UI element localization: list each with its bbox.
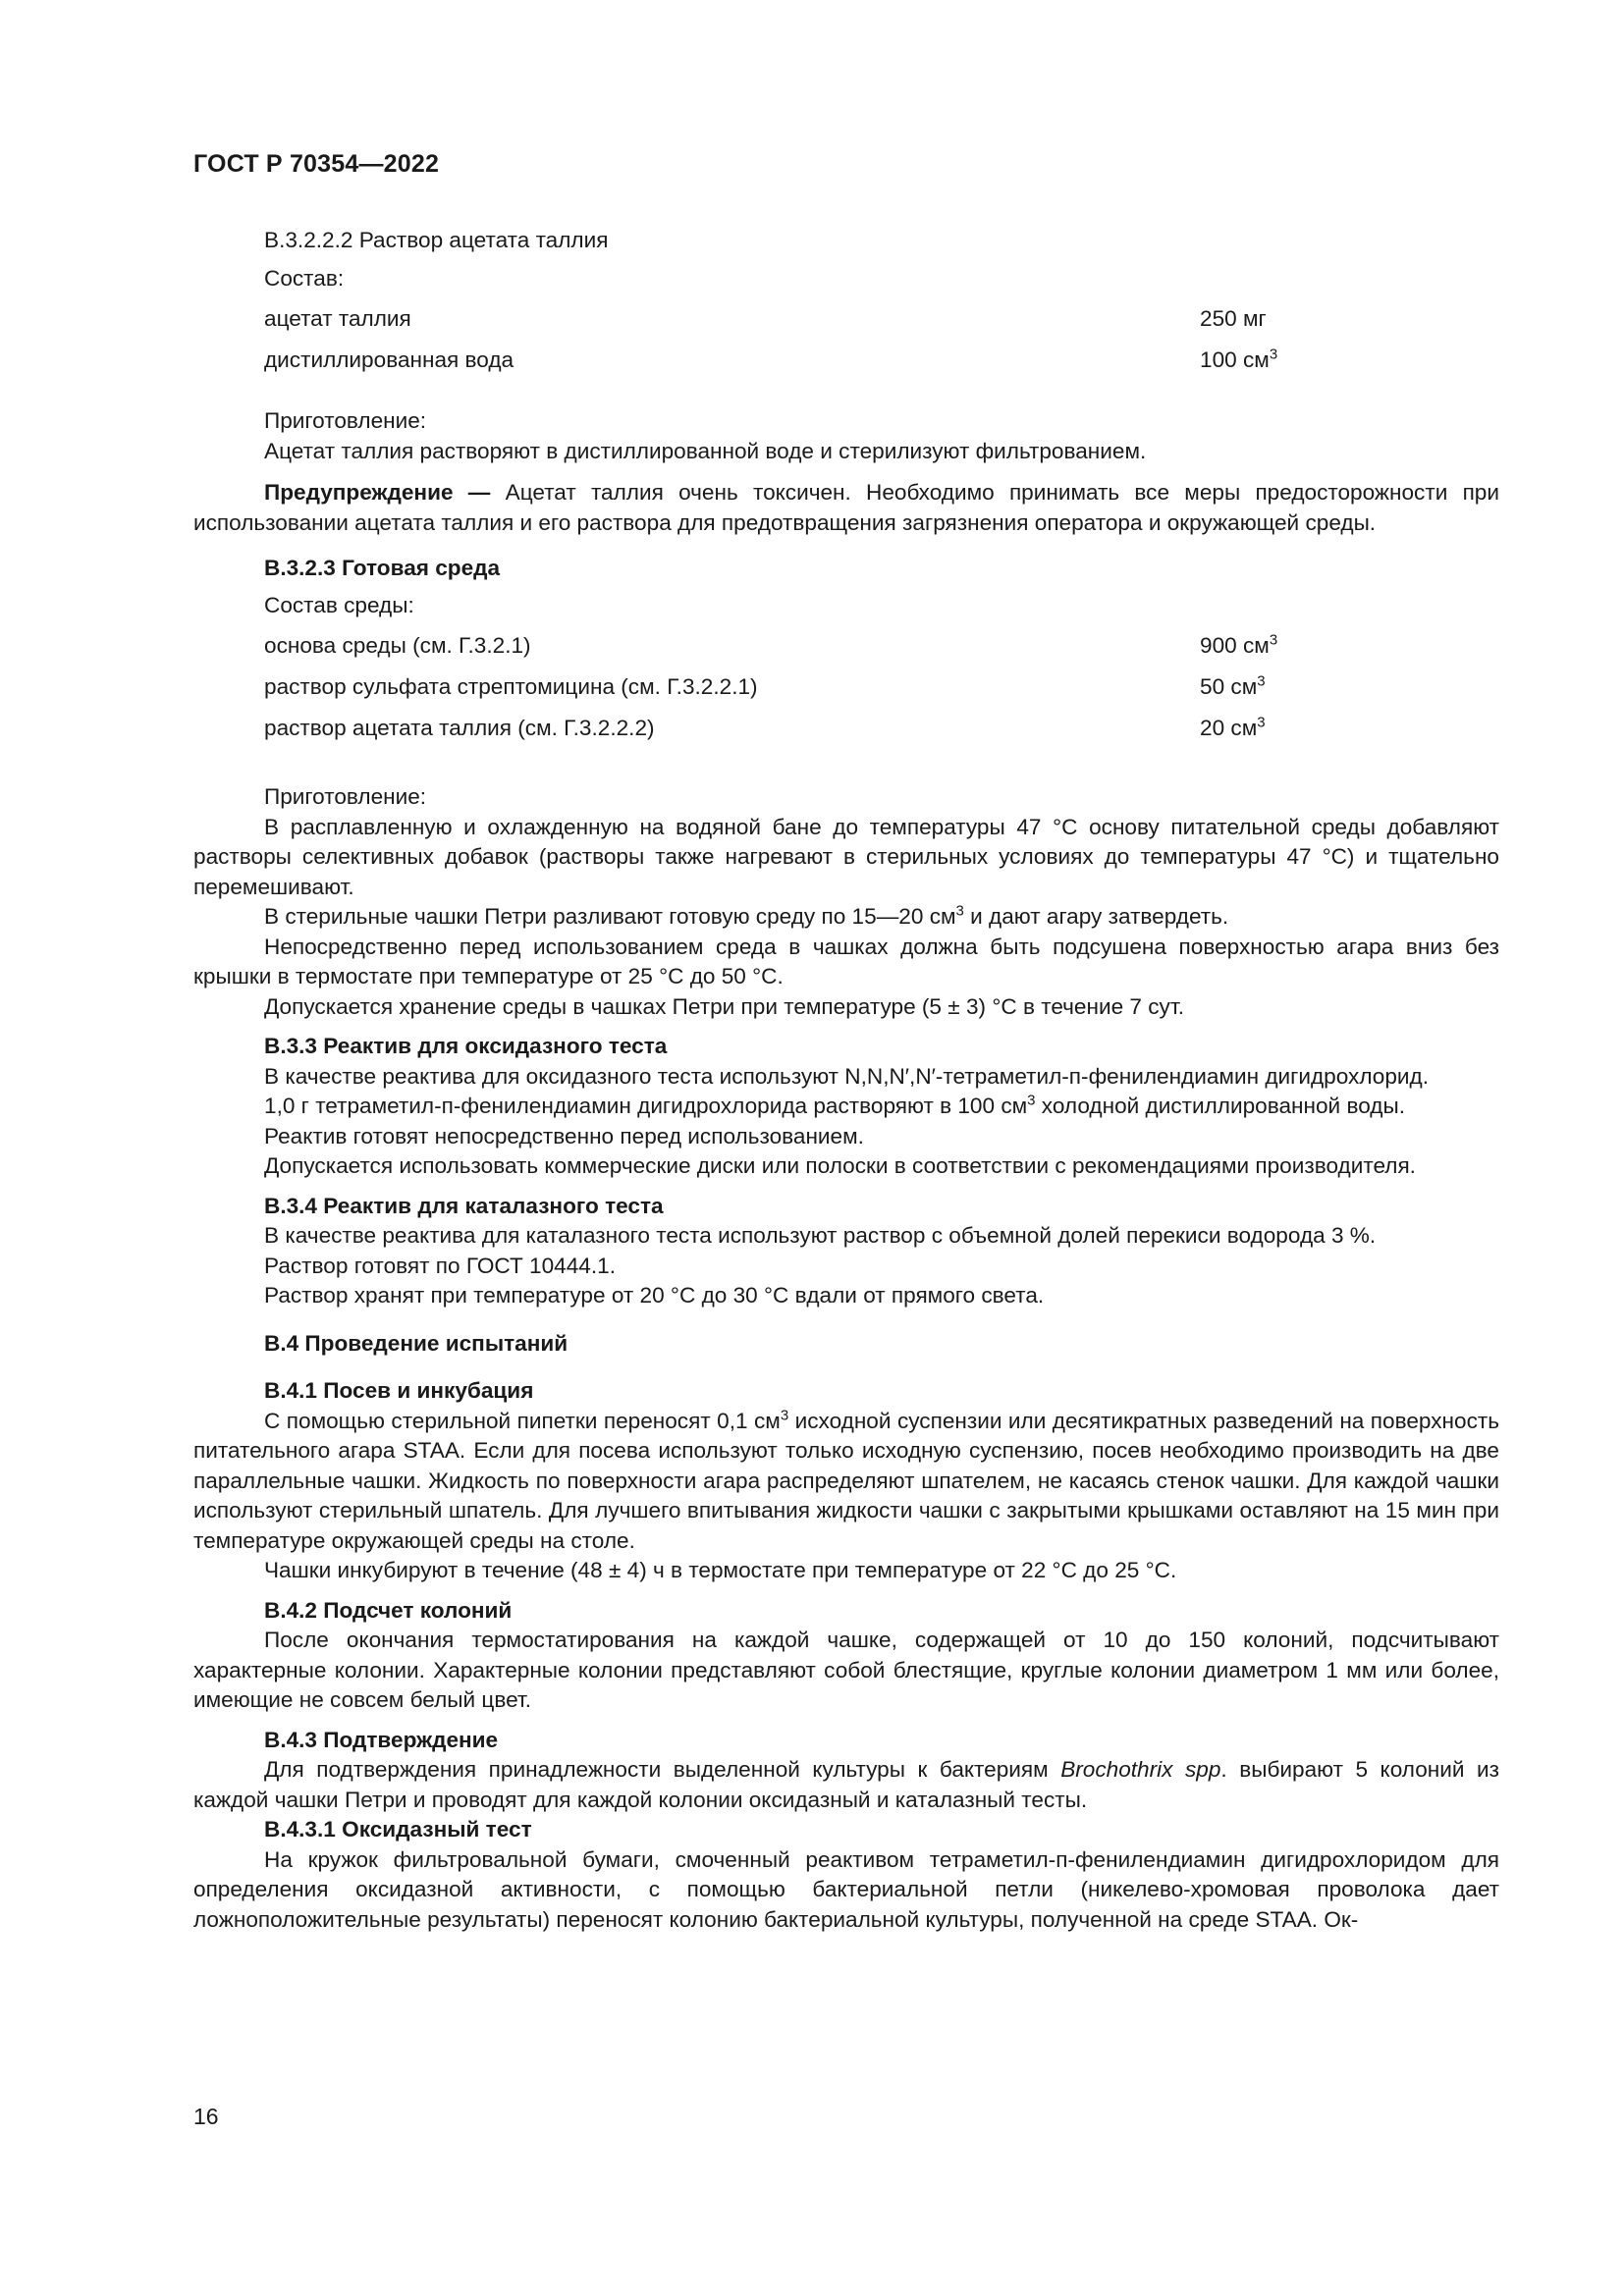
ingredient-amount: 20 $см^3$ — [1200, 714, 1266, 740]
page-number: 16 — [193, 2104, 219, 2129]
paragraph: В стерильные чашки Петри разливают готовую среду по 15—20 $см^3$ и дают агару затвердеть. — [264, 902, 1229, 929]
composition-row — [193, 340, 1499, 381]
prep-label: Приготовление: — [264, 408, 427, 433]
section-heading: В.4.3 Подтверждение — [264, 1727, 499, 1752]
ingredient-name: дистиллированная вода — [264, 347, 514, 372]
paragraph: Чашки инкубируют в течение (48 ± 4) ч в термостате при температуре от 22 °С до 25 °С. — [264, 1558, 1177, 1582]
composition-label: Состав: — [264, 266, 345, 291]
ingredient-amount: 100 $см^3$ — [1200, 346, 1278, 372]
paragraph: Допускается использовать коммерческие диски или полоски в соответствии с рекомендациями производителя. — [264, 1153, 1416, 1178]
paragraph: Для подтверждения принадлежности выделенной культуры к бактериям Brochothrix spp. выбирают 5 колоний из каждой чашки Петри и проводят для каждой колонии оксидазный и каталазный тесты. — [193, 1757, 1499, 1812]
paragraph: Раствор хранят при температуре от 20 °С до 30 °С вдали от прямого света. — [264, 1283, 1045, 1308]
section-heading: В.3.2.3 Готовая среда — [264, 556, 501, 580]
paragraph: Ацетат таллия растворяют в дистиллированной воде и стерилизуют фильтрованием. — [264, 438, 1147, 463]
section-heading: В.4.3.1 Оксидазный тест — [264, 1817, 532, 1842]
paragraph: На кружок фильтровальной бумаги, смоченный реактивом тетраметил-п-фенилендиамин дигидрохлоридом для определения оксидазной активности, с помощью бактериальной петли (никелево-хромовая проволока дает ложноположительные результаты) переносят колонию бактериальной культуры, полученной на среде STAA. Ок- — [193, 1846, 1499, 1932]
ingredient-amount: 250 мг — [1200, 306, 1267, 331]
warning-paragraph: Предупреждение — Ацетат таллия очень токсичен. Необходимо принимать все меры предосторожности при использовании ацетата таллия и его раствора для предотвращения загрязнения оператора и окружающей среды. — [193, 480, 1499, 535]
composition-row — [193, 667, 1499, 708]
section-heading: В.4 Проведение испытаний — [264, 1330, 568, 1356]
composition-row — [193, 298, 1499, 340]
ingredient-amount: 50 $см^3$ — [1200, 672, 1266, 699]
ingredient-name: раствор сульфата стрептомицина (см. Г.3.2.2.1) — [264, 674, 758, 699]
paragraph: Непосредственно перед использованием среда в чашках должна быть подсушена поверхностью агара вниз без крышки в термостате при температуре от 25 °С до 50 °С. — [193, 934, 1499, 988]
section-heading: В.4.1 Посев и инкубация — [264, 1378, 534, 1403]
section-heading: В.4.2 Подсчет колоний — [264, 1597, 513, 1623]
paragraph: После окончания термостатирования на каждой чашке, содержащей от 10 до 150 колоний, подсчитывают характерные колонии. Характерные колонии представляют собой блестящие, круглые колонии диаметром 1 мм или более, имеющие не совсем белый цвет. — [193, 1628, 1499, 1712]
paragraph: В расплавленную и охлажденную на водяной бане до температуры 47 °С основу питательной среды добавляют растворы селективных добавок (растворы также нагревают в стерильных условиях до температуры 47 °С) и тщательно перемешивают. — [193, 814, 1499, 899]
document-body — [193, 222, 1499, 1935]
paragraph: Допускается хранение среды в чашках Петри при температуре (5 ± 3) °С в течение 7 сут. — [264, 993, 1184, 1019]
paragraph: В качестве реактива для оксидазного теста используют N,N,N′,N′-тетраметил-п-фенилендиамин дигидрохлорид. — [264, 1063, 1429, 1089]
ingredient-amount: 900 $см^3$ — [1200, 631, 1278, 658]
section-heading: В.3.4 Реактив для каталазного теста — [264, 1193, 664, 1218]
paragraph: Реактив готовят непосредственно перед использованием. — [264, 1123, 864, 1148]
paragraph: 1,0 г тетраметил-п-фенилендиамин дигидрохлорида растворяют в 100 $см^3$ холодной дистиллированной воды. — [264, 1092, 1405, 1118]
prep-label: Приготовление: — [264, 784, 427, 809]
paragraph: С помощью стерильной пипетки переносят 0,1 $см^3$ исходной суспензии или десятикратных разведений на поверхность питательного агара STAA. Если для посева используют только исходную суспензию, посев необходимо производить на две параллельные чашки. Жидкость по поверхности агара распределяют шпателем, не касаясь стенок чашки. Для каждой чашки используют стерильный шпатель. Для лучшего впитывания жидкости чашки с закрытыми крышками оставляют на 15 мин при температуре окружающей среды на столе. — [193, 1406, 1499, 1553]
document-header: ГОСТ Р 70354—2022 — [193, 150, 440, 178]
paragraph: Раствор готовят по ГОСТ 10444.1. — [264, 1253, 616, 1278]
warning-label: Предупреждение — — [264, 480, 491, 505]
paragraph: В качестве реактива для каталазного теста используют раствор с объемной долей перекиси водорода 3 %. — [264, 1223, 1377, 1248]
section-heading: В.3.2.2.2 Раствор ацетата таллия — [264, 228, 609, 252]
ingredient-name: основа среды (см. Г.3.2.1) — [264, 633, 531, 658]
ingredient-name: ацетат таллия — [264, 306, 411, 331]
composition-row — [193, 708, 1499, 749]
composition-row — [193, 625, 1499, 667]
ingredient-name: раствор ацетата таллия (см. Г.3.2.2.2) — [264, 716, 655, 740]
section-heading: В.3.3 Реактив для оксидазного теста — [264, 1034, 668, 1058]
composition-label: Состав среды: — [264, 593, 414, 617]
